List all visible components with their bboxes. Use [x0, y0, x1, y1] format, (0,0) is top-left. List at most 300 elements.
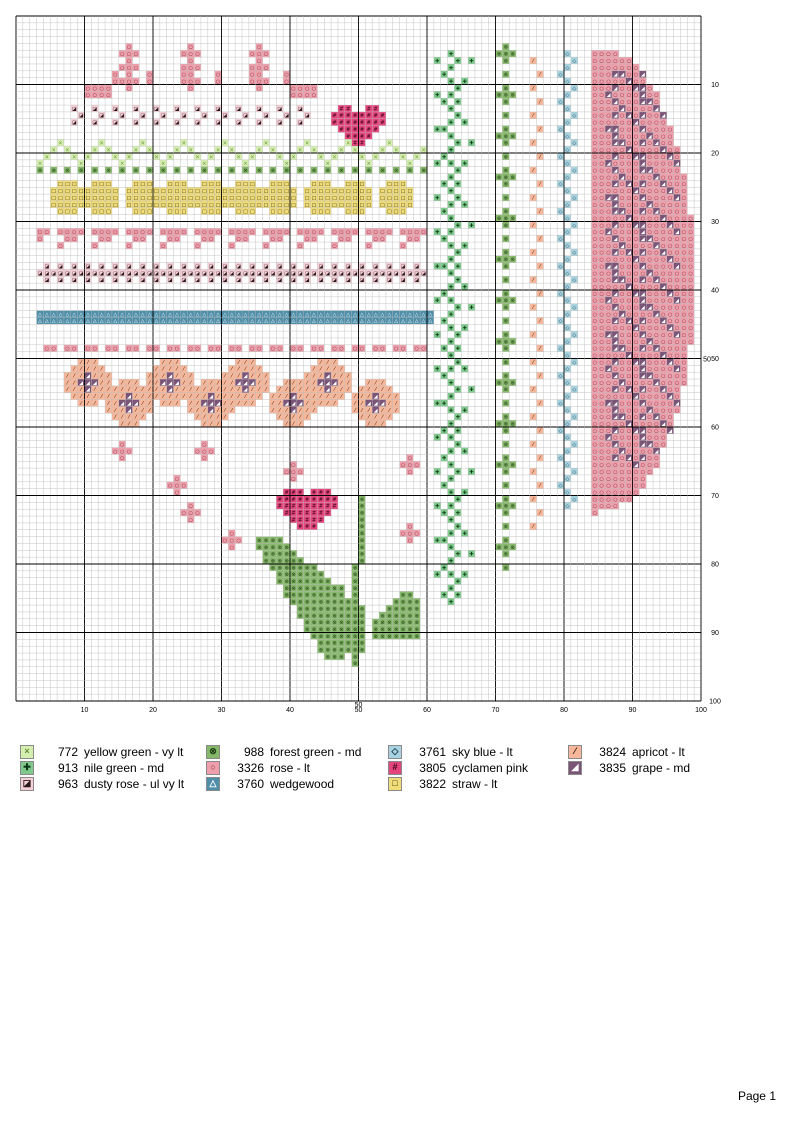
- stitch-rose: [619, 263, 626, 270]
- stitch-rose: [406, 461, 413, 468]
- stitch-rose: [598, 50, 605, 57]
- stitch-cyclamen: [324, 489, 331, 496]
- stitch-rose: [653, 269, 660, 276]
- stitch-forest: [502, 304, 509, 311]
- svg-text:△: △: [428, 311, 433, 318]
- stitch-grape: [612, 400, 619, 407]
- stitch-apricot: [132, 413, 139, 420]
- stitch-rose: [667, 139, 674, 146]
- stitch-rose: [619, 406, 626, 413]
- stitch-rose: [598, 160, 605, 167]
- svg-text:◢: ◢: [79, 380, 84, 387]
- svg-text:⊗: ⊗: [352, 168, 358, 175]
- svg-text:○: ○: [92, 346, 97, 353]
- stitch-rose: [646, 91, 653, 98]
- stitch-straw: [235, 187, 242, 194]
- stitch-forest: [297, 585, 304, 592]
- svg-text:□: □: [359, 202, 365, 209]
- stitch-rose: [680, 215, 687, 222]
- stitch-grape: [626, 215, 633, 222]
- stitch-rose: [680, 269, 687, 276]
- stitch-apricot: [530, 57, 537, 64]
- svg-text:◪: ◪: [373, 277, 378, 284]
- svg-text:□: □: [65, 202, 70, 209]
- svg-text:⁄: ⁄: [135, 387, 137, 394]
- svg-text:□: □: [215, 188, 221, 195]
- stitch-dusty: [57, 263, 64, 270]
- swatch-apricot-icon: ⁄: [568, 745, 582, 759]
- stitch-rose: [667, 317, 674, 324]
- stitch-sky: [564, 406, 571, 413]
- svg-text:◪: ◪: [71, 270, 77, 277]
- svg-text:○: ○: [181, 65, 187, 72]
- stitch-grape: [78, 379, 85, 386]
- svg-text:◪: ◪: [167, 277, 173, 284]
- svg-text:◢: ◢: [209, 407, 214, 414]
- stitch-grape: [605, 126, 612, 133]
- stitch-rose: [591, 242, 598, 249]
- svg-text:△: △: [92, 318, 97, 325]
- svg-text:⊗: ⊗: [51, 168, 56, 175]
- stitch-rose: [633, 365, 640, 372]
- svg-text:×: ×: [421, 147, 426, 154]
- stitch-forest: [283, 585, 290, 592]
- stitch-apricot: [386, 393, 393, 400]
- svg-text:⁄: ⁄: [108, 373, 109, 380]
- svg-text:○: ○: [140, 229, 145, 236]
- svg-text:⁄: ⁄: [190, 407, 192, 414]
- svg-text:△: △: [380, 318, 385, 325]
- stitch-straw: [228, 201, 235, 208]
- svg-text:#: #: [346, 133, 351, 140]
- stitch-grape: [612, 454, 619, 461]
- stitch-sky: [571, 441, 578, 448]
- stitch-grape: [612, 372, 619, 379]
- stitch-straw: [331, 201, 338, 208]
- stitch-rose: [406, 235, 413, 242]
- stitch-sky: [564, 146, 571, 153]
- svg-text:○: ○: [277, 236, 282, 243]
- stitch-apricot: [71, 393, 78, 400]
- stitch-apricot: [228, 400, 235, 407]
- stitch-sky: [571, 57, 578, 64]
- svg-text:⁄: ⁄: [279, 387, 281, 394]
- stitch-forest: [400, 612, 407, 619]
- stitch-forest: [338, 585, 345, 592]
- svg-text:□: □: [366, 202, 372, 209]
- stitch-rose: [605, 379, 612, 386]
- stitch-sky: [564, 132, 571, 139]
- svg-text:□: □: [352, 188, 358, 195]
- stitch-dusty: [98, 112, 105, 119]
- stitch-wedge: [71, 311, 78, 318]
- stitch-nile: [441, 290, 448, 297]
- svg-text:◢: ◢: [250, 380, 255, 387]
- stitch-rose: [653, 263, 660, 270]
- svg-text:○: ○: [147, 229, 152, 236]
- svg-text:⁄: ⁄: [197, 387, 198, 394]
- stitch-wedge: [256, 317, 263, 324]
- stitch-apricot: [324, 359, 331, 366]
- svg-text:△: △: [79, 311, 84, 318]
- stitch-wedge: [290, 311, 297, 318]
- stitch-straw: [304, 187, 311, 194]
- stitch-ygreen: [174, 146, 181, 153]
- stitch-rose: [105, 345, 112, 352]
- svg-text:#: #: [291, 489, 296, 496]
- svg-text:⁄: ⁄: [149, 373, 150, 380]
- stitch-apricot: [345, 372, 352, 379]
- stitch-forest: [317, 598, 324, 605]
- stitch-forest: [311, 578, 318, 585]
- stitch-straw: [132, 187, 139, 194]
- svg-text:△: △: [373, 318, 378, 325]
- stitch-sky: [571, 276, 578, 283]
- svg-text:△: △: [106, 318, 111, 325]
- stitch-straw: [139, 187, 146, 194]
- stitch-straw: [249, 194, 256, 201]
- floss-code: 3824: [599, 744, 626, 759]
- svg-text:○: ○: [250, 78, 255, 85]
- stitch-forest: [256, 537, 263, 544]
- stitch-wedge: [105, 317, 112, 324]
- svg-text:⁄: ⁄: [238, 387, 240, 394]
- stitch-rose: [612, 502, 619, 509]
- stitch-rose: [667, 304, 674, 311]
- stitch-apricot: [324, 365, 331, 372]
- stitch-rose: [619, 372, 626, 379]
- svg-text:△: △: [394, 311, 399, 318]
- stitch-apricot: [235, 372, 242, 379]
- stitch-nile: [434, 297, 441, 304]
- stitch-dusty: [249, 263, 256, 270]
- stitch-straw: [269, 180, 276, 187]
- stitch-dusty: [78, 269, 85, 276]
- stitch-forest: [311, 633, 318, 640]
- stitch-grape: [660, 317, 667, 324]
- svg-text:□: □: [181, 181, 187, 188]
- stitch-nile: [441, 71, 448, 78]
- stitch-sky: [564, 215, 571, 222]
- svg-text:⁄: ⁄: [231, 407, 233, 414]
- svg-text:×: ×: [339, 147, 344, 154]
- stitch-dusty: [386, 269, 393, 276]
- svg-text:◢: ◢: [168, 373, 173, 380]
- stitch-rose: [687, 256, 694, 263]
- svg-text:×: ×: [346, 140, 351, 147]
- stitch-rose: [646, 393, 653, 400]
- svg-text:×: ×: [263, 140, 269, 147]
- svg-text:⁄: ⁄: [368, 407, 370, 414]
- stitch-grape: [612, 112, 619, 119]
- svg-text:◪: ◪: [270, 270, 276, 277]
- svg-text:◢: ◢: [332, 380, 337, 387]
- stitch-apricot: [242, 393, 249, 400]
- stitch-straw: [249, 180, 256, 187]
- svg-text:△: △: [312, 311, 316, 318]
- stitch-apricot: [249, 400, 256, 407]
- stitch-apricot: [194, 386, 201, 393]
- stitch-wedge: [228, 311, 235, 318]
- svg-text:○: ○: [106, 85, 111, 92]
- stitch-rose: [242, 228, 249, 235]
- svg-text:×: ×: [168, 154, 173, 161]
- stitch-dusty: [180, 269, 187, 276]
- stitch-rose: [674, 208, 681, 215]
- svg-text:△: △: [332, 318, 337, 325]
- stitch-rose: [612, 297, 619, 304]
- svg-text:◪: ◪: [208, 270, 214, 277]
- stitch-apricot: [530, 112, 537, 119]
- stitch-nile: [441, 345, 448, 352]
- svg-text:#: #: [373, 106, 378, 113]
- stitch-straw: [386, 180, 393, 187]
- stitch-grape: [646, 201, 653, 208]
- stitch-rose: [653, 126, 660, 133]
- stitch-nile: [454, 413, 461, 420]
- svg-text:□: □: [99, 209, 104, 216]
- stitch-forest: [290, 585, 297, 592]
- svg-text:⁄: ⁄: [66, 380, 68, 387]
- stitch-straw: [50, 201, 57, 208]
- svg-text:○: ○: [256, 85, 262, 92]
- stitch-apricot: [530, 139, 537, 146]
- svg-text:◢: ◢: [243, 373, 248, 380]
- svg-text:×: ×: [222, 140, 228, 147]
- stitch-rose: [633, 386, 640, 393]
- stitch-apricot: [187, 372, 194, 379]
- stitch-rose: [626, 448, 633, 455]
- stitch-apricot: [119, 379, 126, 386]
- stitch-forest: [317, 646, 324, 653]
- svg-text:□: □: [133, 181, 139, 188]
- stitch-grape: [653, 448, 660, 455]
- stitch-straw: [57, 180, 64, 187]
- stitch-dusty: [413, 276, 420, 283]
- svg-text:○: ○: [243, 229, 248, 236]
- stitch-cyclamen: [359, 132, 366, 139]
- svg-text:○: ○: [202, 236, 207, 243]
- stitch-ygreen: [119, 160, 126, 167]
- stitch-rose: [249, 71, 256, 78]
- stitch-rose: [639, 352, 646, 359]
- stitch-nile: [448, 187, 455, 194]
- stitch-rose: [372, 345, 379, 352]
- stitch-grape: [639, 180, 646, 187]
- svg-text:○: ○: [126, 346, 132, 353]
- stitch-nile: [434, 400, 441, 407]
- stitch-straw: [393, 201, 400, 208]
- stitch-forest: [119, 167, 126, 174]
- stitch-rose: [612, 283, 619, 290]
- svg-text:◪: ◪: [332, 277, 337, 284]
- stitch-rose: [201, 235, 208, 242]
- svg-text:⁄: ⁄: [272, 407, 274, 414]
- stitch-apricot: [222, 400, 229, 407]
- stitch-straw: [98, 180, 105, 187]
- stitch-rose: [619, 132, 626, 139]
- swatch-dusty-icon: ◪: [20, 777, 34, 791]
- stitch-rose: [660, 365, 667, 372]
- stitch-rose: [605, 71, 612, 78]
- stitch-rose: [256, 85, 263, 92]
- stitch-dusty: [180, 263, 187, 270]
- legend-item-3326: [206, 760, 310, 775]
- stitch-rose: [591, 228, 598, 235]
- svg-text:⁄: ⁄: [368, 380, 370, 387]
- svg-text:⁄: ⁄: [382, 421, 383, 428]
- svg-text:□: □: [318, 202, 324, 209]
- stitch-forest: [359, 619, 366, 626]
- stitch-rose: [591, 139, 598, 146]
- stitch-forest: [502, 208, 509, 215]
- svg-text:□: □: [71, 209, 77, 216]
- stitch-rose: [626, 126, 633, 133]
- stitch-rose: [591, 406, 598, 413]
- stitch-ygreen: [297, 146, 304, 153]
- stitch-rose: [674, 276, 681, 283]
- stitch-nile: [448, 448, 455, 455]
- stitch-apricot: [324, 393, 331, 400]
- svg-text:□: □: [386, 181, 392, 188]
- stitch-rose: [311, 91, 318, 98]
- stitch-rose: [413, 461, 420, 468]
- svg-text:#: #: [352, 140, 358, 147]
- stitch-cyclamen: [372, 105, 379, 112]
- svg-text:□: □: [181, 209, 187, 216]
- stitch-rose: [626, 434, 633, 441]
- stitch-rose: [626, 338, 633, 345]
- stitch-rose: [406, 228, 413, 235]
- floss-name: apricot - lt: [632, 744, 685, 759]
- svg-text:⁄: ⁄: [299, 407, 301, 414]
- svg-text:○: ○: [298, 243, 303, 250]
- stitch-nile: [448, 516, 455, 523]
- stitch-forest: [324, 619, 331, 626]
- stitch-rose: [365, 242, 372, 249]
- svg-text:◪: ◪: [318, 263, 324, 270]
- stitch-straw: [406, 201, 413, 208]
- y-tick-label: 100: [709, 698, 721, 706]
- svg-text:⊗: ⊗: [243, 168, 248, 175]
- stitch-forest: [311, 619, 318, 626]
- svg-text:×: ×: [92, 147, 97, 154]
- stitch-grape: [674, 297, 681, 304]
- stitch-forest: [338, 605, 345, 612]
- stitch-forest: [496, 502, 503, 509]
- svg-text:⁄: ⁄: [368, 421, 370, 428]
- stitch-forest: [502, 139, 509, 146]
- stitch-rose: [276, 228, 283, 235]
- svg-text:⁄: ⁄: [251, 373, 253, 380]
- stitch-rose: [633, 475, 640, 482]
- stitch-rose: [167, 482, 174, 489]
- stitch-wedge: [194, 311, 201, 318]
- stitch-grape: [324, 372, 331, 379]
- svg-text:□: □: [277, 181, 283, 188]
- stitch-rose: [215, 71, 222, 78]
- stitch-rose: [208, 345, 215, 352]
- stitch-rose: [591, 263, 598, 270]
- svg-text:□: □: [167, 202, 173, 209]
- svg-text:○: ○: [181, 510, 187, 517]
- stitch-cyclamen: [352, 119, 359, 126]
- stitch-forest: [400, 633, 407, 640]
- stitch-rose: [598, 174, 605, 181]
- svg-text:△: △: [85, 318, 90, 325]
- svg-text:⁄: ⁄: [94, 400, 96, 407]
- svg-text:◢: ◢: [120, 400, 125, 407]
- stitch-apricot: [359, 406, 366, 413]
- svg-text:△: △: [161, 318, 166, 325]
- stitch-apricot: [256, 386, 263, 393]
- stitch-rose: [639, 283, 646, 290]
- stitch-rose: [187, 50, 194, 57]
- stitch-grape: [619, 174, 626, 181]
- stitch-straw: [64, 180, 71, 187]
- svg-text:◢: ◢: [236, 380, 241, 387]
- svg-text:×: ×: [37, 161, 43, 168]
- stitch-rose: [359, 345, 366, 352]
- stitch-rose: [605, 283, 612, 290]
- stitch-rose: [639, 269, 646, 276]
- stitch-rose: [605, 311, 612, 318]
- stitch-rose: [591, 509, 598, 516]
- stitch-rose: [311, 345, 318, 352]
- stitch-rose: [646, 427, 653, 434]
- stitch-forest: [290, 550, 297, 557]
- stitch-grape: [283, 400, 290, 407]
- stitch-forest: [283, 557, 290, 564]
- floss-code: 3760: [237, 776, 264, 791]
- y-tick-label: 10: [711, 82, 719, 89]
- stitch-forest: [297, 598, 304, 605]
- svg-text:○: ○: [188, 85, 193, 92]
- svg-text:⁄: ⁄: [279, 407, 281, 414]
- stitch-forest: [359, 612, 366, 619]
- svg-text:△: △: [359, 318, 364, 325]
- stitch-rose: [201, 441, 208, 448]
- stitch-straw: [174, 194, 181, 201]
- stitch-rose: [290, 345, 297, 352]
- stitch-rose: [667, 379, 674, 386]
- stitch-nile: [448, 406, 455, 413]
- svg-text:#: #: [332, 503, 337, 510]
- stitch-ygreen: [153, 153, 160, 160]
- stitch-forest: [502, 297, 509, 304]
- stitch-straw: [194, 201, 201, 208]
- stitch-rose: [187, 516, 194, 523]
- floss-name: dusty rose - ul vy lt: [84, 776, 185, 791]
- stitch-dusty: [112, 263, 119, 270]
- stitch-rose: [591, 338, 598, 345]
- stitch-nile: [448, 64, 455, 71]
- stitch-cyclamen: [331, 112, 338, 119]
- stitch-rose: [674, 249, 681, 256]
- stitch-apricot: [187, 379, 194, 386]
- svg-text:◪: ◪: [112, 270, 118, 277]
- stitch-dusty: [297, 105, 304, 112]
- floss-name: cyclamen pink: [452, 760, 529, 775]
- stitch-cyclamen: [283, 489, 290, 496]
- svg-text:□: □: [58, 209, 63, 216]
- stitch-apricot: [153, 393, 160, 400]
- svg-text:◪: ◪: [407, 270, 413, 277]
- svg-text:○: ○: [167, 346, 173, 353]
- stitch-nile: [468, 139, 475, 146]
- stitch-apricot: [64, 386, 71, 393]
- svg-text:△: △: [401, 311, 405, 318]
